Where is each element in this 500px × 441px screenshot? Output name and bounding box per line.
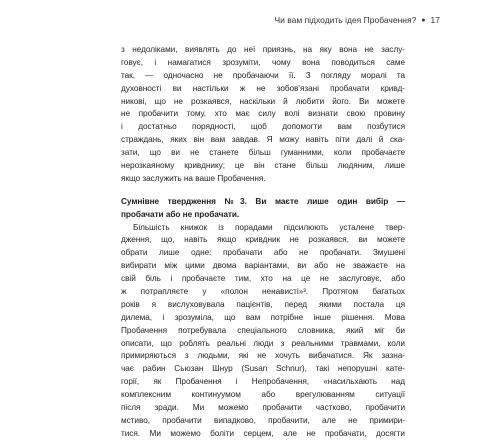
- text-line: і достатньо порядності, щоб допомогти вам позбутися: [121, 122, 405, 132]
- text-line: говує, і намагатися зрозуміти, чому вона поводиться саме: [121, 57, 405, 67]
- text-line: свій біль і пробачаєте тим, хто на це не заслуговує, або: [121, 274, 405, 284]
- text-line: чає рабин Сьюзан Шнур (Susan Schnur), такі непорушні кате-: [121, 364, 405, 374]
- page-number: 17: [430, 15, 440, 25]
- text-line: нерозкаяному кривднику; це він стане більш людяним, лише: [121, 161, 405, 171]
- heading-line: Сумнівне твердження №3. Ви маєте лише один вибір —: [121, 196, 405, 206]
- paragraph: [121, 44, 405, 186]
- text-line: зати, що ви не станете більш гуманними, коли пробачаєте: [121, 148, 405, 158]
- text-line: духовності ви настільки ж не зобов'язані пробачати кривд-: [121, 83, 405, 93]
- text-line: тися. Ми можемо боліти серцем, але не пробачати, досягти: [121, 428, 405, 438]
- text-line: дилема, і зрозуміла, що вам потрібне інше рішення. Мова: [121, 312, 405, 322]
- text-line: обрати лише одне: пробачати або не пробачати. Змушені: [121, 248, 405, 258]
- text-line: комплексним континуумом або врегулюванням ситуації: [121, 390, 405, 400]
- text-line: так, — одночасно не пробачаючи її. З погляду моралі та: [121, 70, 405, 80]
- bullet-icon: ●: [421, 16, 426, 24]
- text-line: з недоліками, виявлять до неї приязнь, на яку вона не заслу-: [121, 45, 405, 54]
- text-line: горії, як Пробачення і Непробачення, «насильхають над: [121, 377, 405, 387]
- text-line: Пробачення потребувала спеціального словника, який міг би: [121, 325, 405, 335]
- text-line: дження, що, навіть якщо кривдник не розкаявся, ви можете: [121, 235, 405, 245]
- text-line: вибирати між цими двома варіантами, ви або не зважаєте на: [121, 261, 405, 271]
- paragraph: [121, 222, 405, 441]
- text-line: никові, що не розкаявся, наскільки й любити його. Ви можете: [121, 96, 405, 106]
- text-line: примиряються з людьми, які не хочуть вибачатися. Як зазна-: [121, 351, 405, 361]
- text-line: описати, що роблять реальні люди з реальними травмами, коли: [121, 338, 405, 348]
- paragraph-gap: [121, 186, 405, 196]
- text-line: страждань, яких він вам завдав. Я можу навіть піти далі й ска-: [121, 135, 405, 145]
- text-line: не пробачити тому, хто має силу волі визнати свою провину: [121, 109, 405, 119]
- running-title: Чи вам підходить ідея Пробачення?: [274, 15, 417, 25]
- text-line: якщо заслужить на ваше Пробачення.: [121, 173, 266, 183]
- running-header: [274, 15, 440, 25]
- text-line: мстиво, пробачити випадково, пробачити, але не примири-: [121, 415, 405, 425]
- text-line: після зради. Ми можемо пробачити частково, пробачити: [121, 403, 405, 413]
- text-line: Більшість книжок із порадами підсилюють усталене твер-: [133, 222, 405, 232]
- heading-line: пробачати або не пробачати.: [121, 209, 240, 219]
- text-line: ж потрапляєте у «полон ненависті»³. Протягом багатьох: [121, 287, 405, 297]
- main-text: [121, 44, 405, 441]
- section-heading: [121, 196, 405, 222]
- text-line: років я вислуховувала пацієнтів, перед якими постала ця: [121, 299, 405, 309]
